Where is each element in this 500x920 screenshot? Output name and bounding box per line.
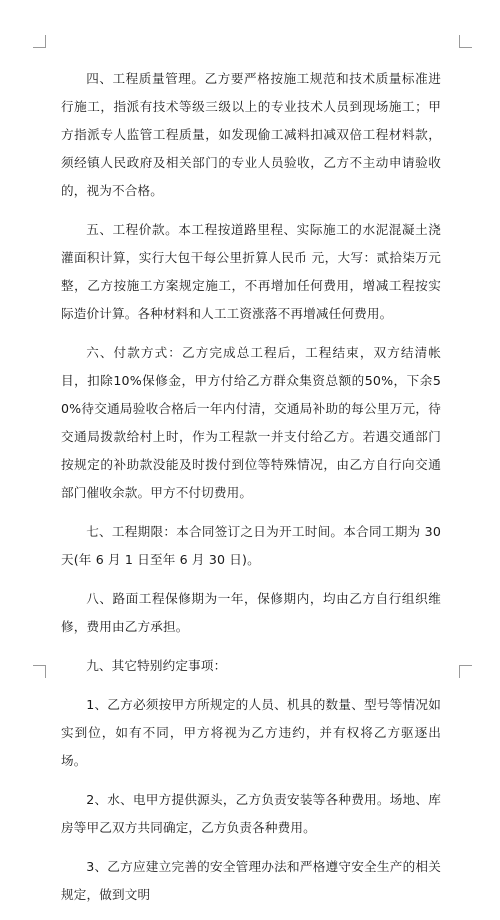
clause-payment-method: 六、付款方式：乙方完成总工程后，工程结束，双方结清帐目，扣除10%保修金，甲方付给乙方群众集资总额的50%，下余50%待交通局验收合格后一年内付清，交通局补助的每公里万元，待交通局拨款给村上时，作为工程款一并支付给乙方。若遇交通部门按规定的补助款没能及时拨付到位等特殊情况，由乙方自行向交通部门催收余款。甲方不付切费用。 <box>61 345 441 500</box>
special-term-1: 1、乙方必须按甲方所规定的人员、机具的数量、型号等情况如实到位，如有不同，甲方将视为乙方违约，并有权将乙方驱逐出场。 <box>61 697 441 768</box>
clause-project-price: 五、工程价款。本工程按道路里程、实际施工的水泥混凝土浇灌面积计算，实行大包干每公里折算人民币 元，大写：贰拾柒万元整，乙方按施工方案规定施工，不再增加任何费用，增减工程按实际造价计算。各种材料和人工工资涨落不再增减任何费用。 <box>61 222 441 321</box>
special-term-3: 3、乙方应建立完善的安全管理办法和严格遵守安全生产的相关规定，做到文明 <box>61 859 441 902</box>
crop-mark-top-right <box>459 35 472 48</box>
clause-quality-management: 四、工程质量管理。乙方要严格按施工规范和技术质量标准进行施工，指派有技术等级三级以上的专业技术人员到现场施工；甲方指派专人监管工程质量，如发现偷工减料扣减双倍工程材料款，须经镇人民政府及相关部门的专业人员验收，乙方不主动申请验收的，视为不合格。 <box>61 71 441 198</box>
crop-mark-bottom-left <box>33 665 46 678</box>
clause-special-terms-heading: 九、其它特别约定事项： <box>86 658 227 673</box>
document-body <box>61 65 441 920</box>
crop-mark-bottom-right <box>459 665 472 678</box>
special-term-2: 2、水、电甲方提供源头，乙方负责安装等各种费用。场地、库房等甲乙双方共同确定，乙方负责各种费用。 <box>61 792 441 835</box>
clause-warranty: 八、路面工程保修期为一年，保修期内，均由乙方自行组织维修，费用由乙方承担。 <box>61 591 441 634</box>
crop-mark-top-left <box>33 35 46 48</box>
clause-project-period: 七、工程期限：本合同签订之日为开工时间。本合同工期为 30 天(年 6 月 1 日至年 6 月 30 日)。 <box>61 524 441 567</box>
